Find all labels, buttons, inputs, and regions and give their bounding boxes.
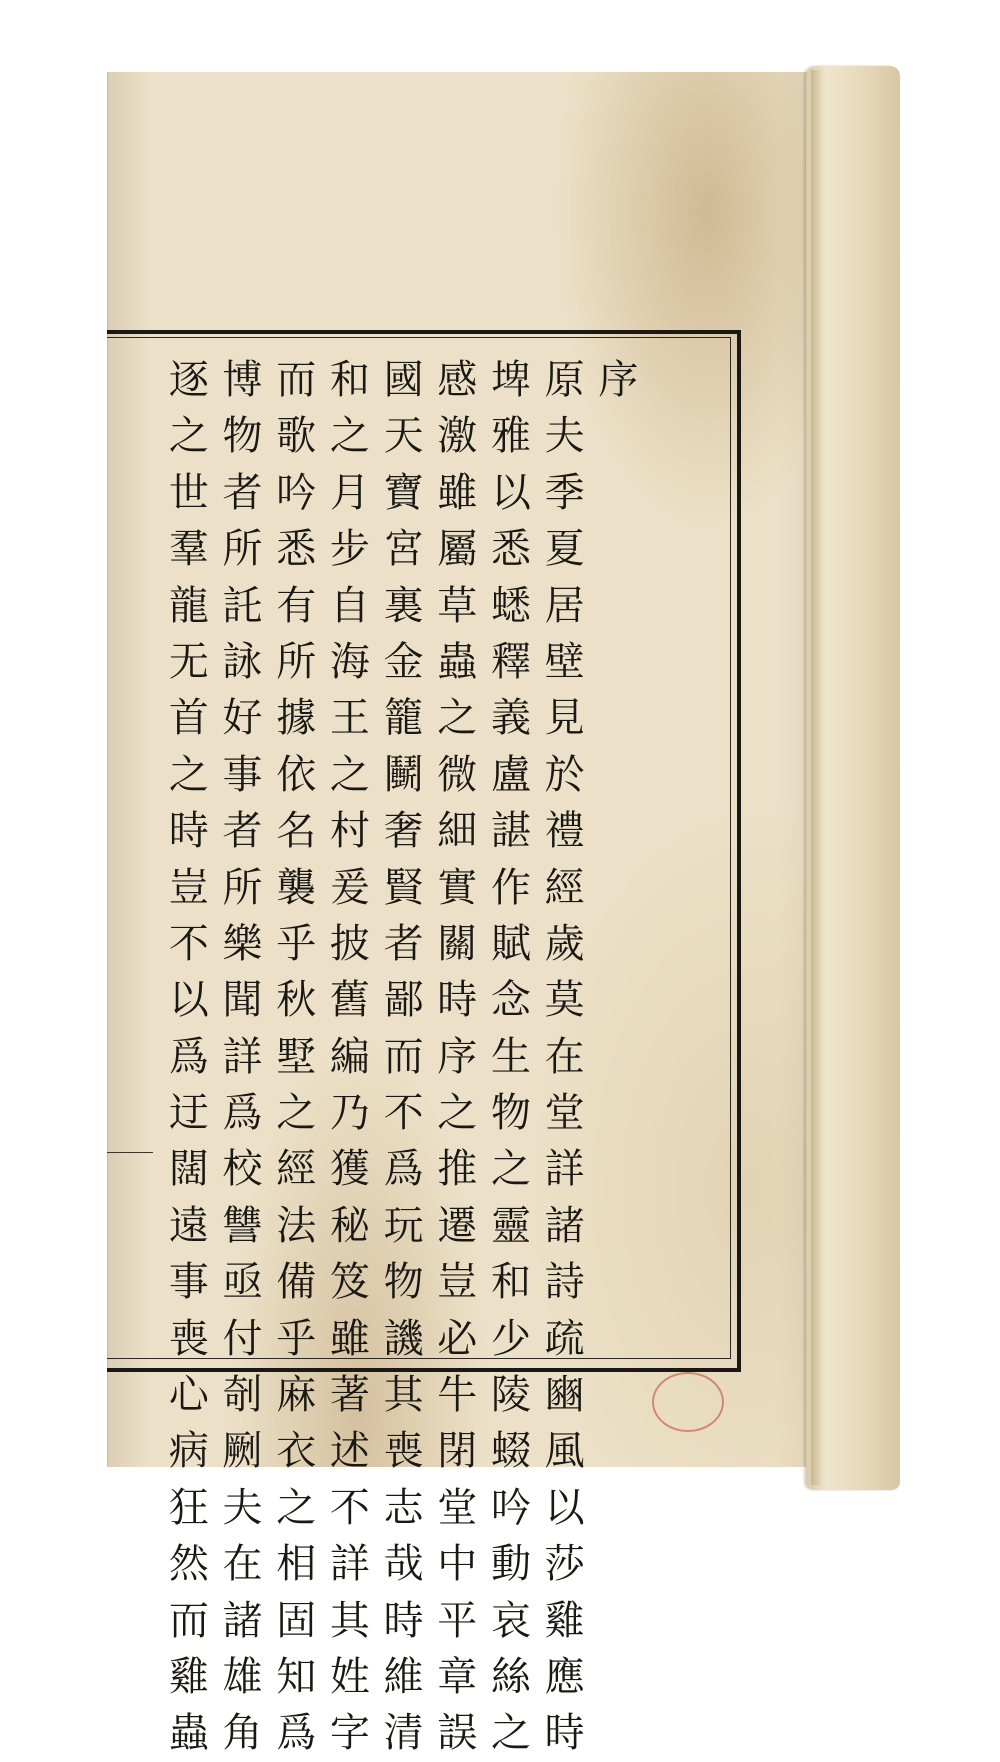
text-column: 原 夫 季 夏 居 壁 見 於 禮 經 歲 莫 在 堂 詳 諸 詩 疏 豳 風 以 莎 雞 應 時 bbox=[544, 357, 585, 1757]
red-seal-stamp bbox=[652, 1372, 724, 1432]
text-column: 博 物 者 所 託 詠 好 事 者 所 樂 聞 詳 爲 校 讐 亟 付 剞 劂 夫 在 諸 雄 角 bbox=[222, 357, 263, 1757]
text-column: 埤 雅 以 悉 蟋 釋 義 盧 諶 作 賦 念 生 物 之 靈 和 少 陵 蝃 吟 動 哀 絲 之 bbox=[490, 357, 531, 1757]
fold-line bbox=[107, 1152, 153, 1153]
text-column: 和 之 月 步 自 海 王 之 村 爰 披 舊 編 乃 獲 秘 笈 雖 著 述 不 詳 其 姓 字 bbox=[329, 357, 370, 1757]
spine-fold bbox=[811, 70, 821, 1485]
text-column: 國 天 寶 宮 裏 金 籠 鬭 奢 賢 者 鄙 而 不 爲 玩 物 譏 其 喪 志 哉 時 維 清 bbox=[383, 357, 424, 1757]
preface-title-column: 序 bbox=[598, 357, 639, 403]
text-column: 而 歌 吟 悉 有 所 據 依 名 襲 乎 秋 墅 之 經 法 備 乎 麻 衣 之 相 固 知 爲 bbox=[276, 357, 317, 1757]
text-column: 逐 之 世 羣 龍 无 首 之 時 豈 不 以 爲 迂 闊 遠 事 喪 心 病 狂 然 而 雞 蟲 bbox=[168, 357, 209, 1757]
text-columns bbox=[162, 352, 645, 1757]
text-column: 感 激 雖 屬 草 蟲 之 微 細 實 關 時 序 之 推 遷 豈 必 牛 閉 堂 中 平 章 誤 bbox=[437, 357, 478, 1757]
